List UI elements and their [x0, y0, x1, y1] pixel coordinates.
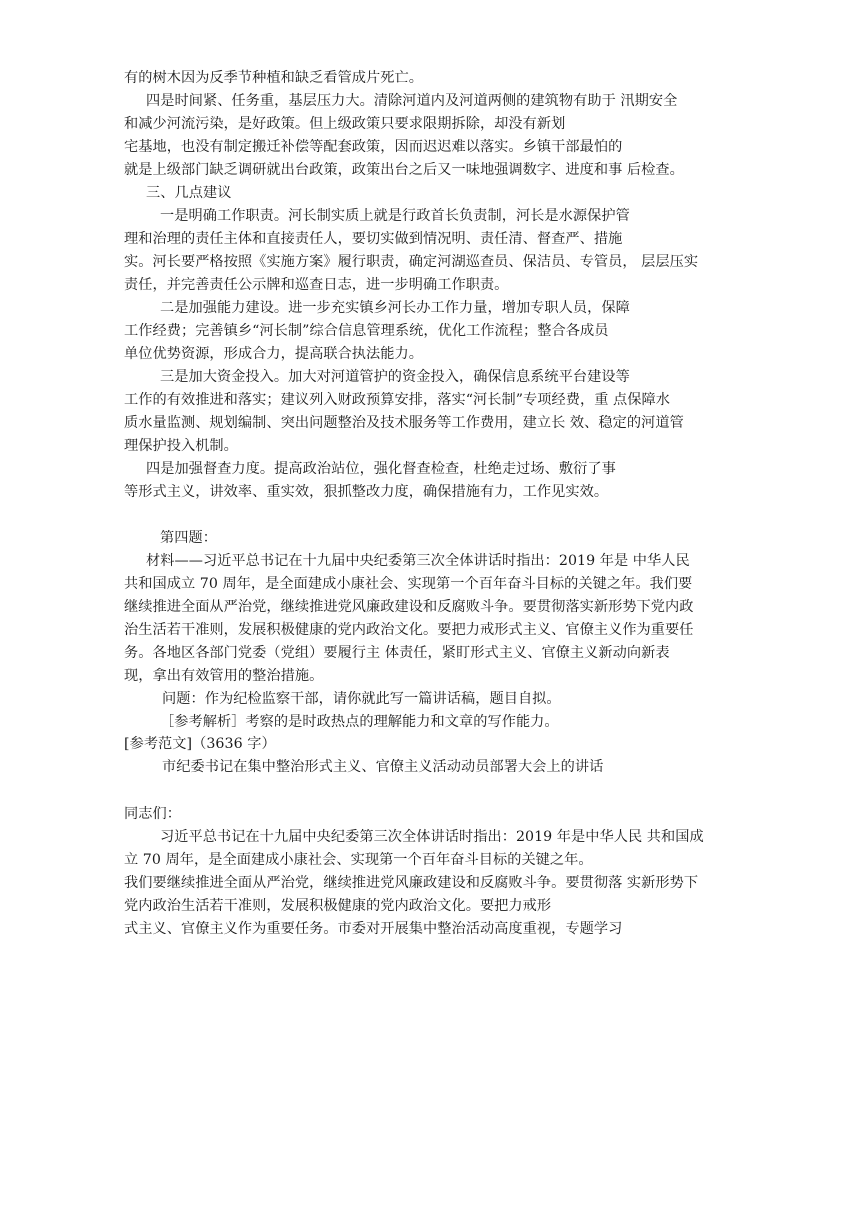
paragraph-line: 宅基地，也没有制定搬迁补偿等配套政策，因而迟迟难以落实。乡镇干部最怕的	[124, 139, 623, 155]
paragraph-line: 二是加强能力建设。进一步充实镇乡河长办工作力量，增加专职人员，保障	[160, 300, 630, 316]
paragraph-line: 理保护投入机制。	[124, 438, 238, 454]
speech-salutation: 同志们：	[124, 806, 181, 822]
paragraph-line: 四是加强督查力度。提高政治站位，强化督查检查，杜绝走过场、敷衍了事	[146, 461, 616, 477]
paragraph-line: 责任，并完善责任公示牌和巡查日志，进一步明确工作职责。	[124, 277, 509, 293]
paragraph-line: 理和治理的责任主体和直接责任人，要切实做到情况明、责任清、督查严、措施	[124, 231, 623, 247]
paragraph-line: 立 70 周年，是全面建成小康社会、实现第一个百年奋斗目标的关键之年。	[124, 852, 593, 868]
paragraph-line: 党内政治生活若干准则，发展积极健康的党内政治文化。要把力戒形	[124, 898, 552, 914]
speech-title: 市纪委书记在集中整治形式主义、官僚主义活动动员部署大会上的讲话	[162, 759, 604, 775]
paragraph-line: 等形式主义，讲效率、重实效，狠抓整改力度，确保措施有力，工作见实效。	[124, 484, 609, 500]
paragraph-line: 有的树木因为反季节种植和缺乏看管成片死亡。	[124, 70, 423, 86]
paragraph-line: 工作的有效推进和落实；建议列入财政预算安排，落实“河长制”专项经费，重 点保障水	[124, 392, 670, 408]
paragraph-line: 式主义、官僚主义作为重要任务。市委对开展集中整治活动高度重视，专题学习	[124, 921, 623, 937]
paragraph-line: 现，拿出有效管用的整治措施。	[124, 668, 324, 684]
paragraph-line: 质水量监测、规划编制、突出问题整治及技术服务等工作费用，建立长 效、稳定的河道管	[124, 415, 684, 431]
paragraph-line: 就是上级部门缺乏调研就出台政策，政策出台之后又一味地强调数字、进度和事 后检查。	[124, 162, 684, 178]
paragraph-line: 材料——习近平总书记在十九届中央纪委第三次全体讲话时指出：2019 年是 中华人民	[146, 553, 690, 569]
paragraph-line: 实。河长要严格按照《实施方案》履行职责，确定河湖巡查员、保洁员、专管员， 层层压实	[124, 254, 699, 270]
section-heading: 三、几点建议	[146, 185, 232, 201]
paragraph-line: 治生活若干准则，发展积极健康的党内政治文化。要把力戒形式主义、官僚主义作为重要任	[124, 622, 694, 638]
paragraph-line: 三是加大资金投入。加大对河道管护的资金投入，确保信息系统平台建设等	[160, 369, 630, 385]
paragraph-line: [参考范文]（3636 字）	[124, 736, 276, 752]
paragraph-line: 和减少河流污染，是好政策。但上级政策只要求限期拆除，却没有新划	[124, 116, 566, 132]
paragraph-line: 务。各地区各部门党委（党组）要履行主 体责任，紧盯形式主义、官僚主义新动向新表	[124, 645, 670, 661]
paragraph-line: 单位优势资源，形成合力，提高联合执法能力。	[124, 346, 423, 362]
paragraph-line: 习近平总书记在十九届中央纪委第三次全体讲话时指出：2019 年是中华人民 共和国成	[160, 829, 704, 845]
paragraph-line: 问题：作为纪检监察干部，请你就此写一篇讲话稿，题目自拟。	[162, 691, 561, 707]
paragraph-line: 我们要继续推进全面从严治党，继续推进党风廉政建设和反腐败斗争。要贯彻落 实新形势下	[124, 875, 699, 891]
paragraph-line: 继续推进全面从严治党，继续推进党风廉政建设和反腐败斗争。要贯彻落实新形势下党内政	[124, 599, 694, 615]
question-heading: 第四题：	[160, 530, 217, 546]
paragraph-line: ［参考解析］考察的是时政热点的理解能力和文章的写作能力。	[160, 714, 559, 730]
paragraph-line: 工作经费；完善镇乡“河长制”综合信息管理系统，优化工作流程；整合各成员	[124, 323, 609, 339]
paragraph-line: 四是时间紧、任务重，基层压力大。清除河道内及河道两侧的建筑物有助于 汛期安全	[146, 93, 678, 109]
paragraph-line: 一是明确工作职责。河长制实质上就是行政首长负责制，河长是水源保护管	[160, 208, 630, 224]
paragraph-line: 共和国成立 70 周年，是全面建成小康社会、实现第一个百年奋斗目标的关键之年。我们要	[124, 576, 693, 592]
